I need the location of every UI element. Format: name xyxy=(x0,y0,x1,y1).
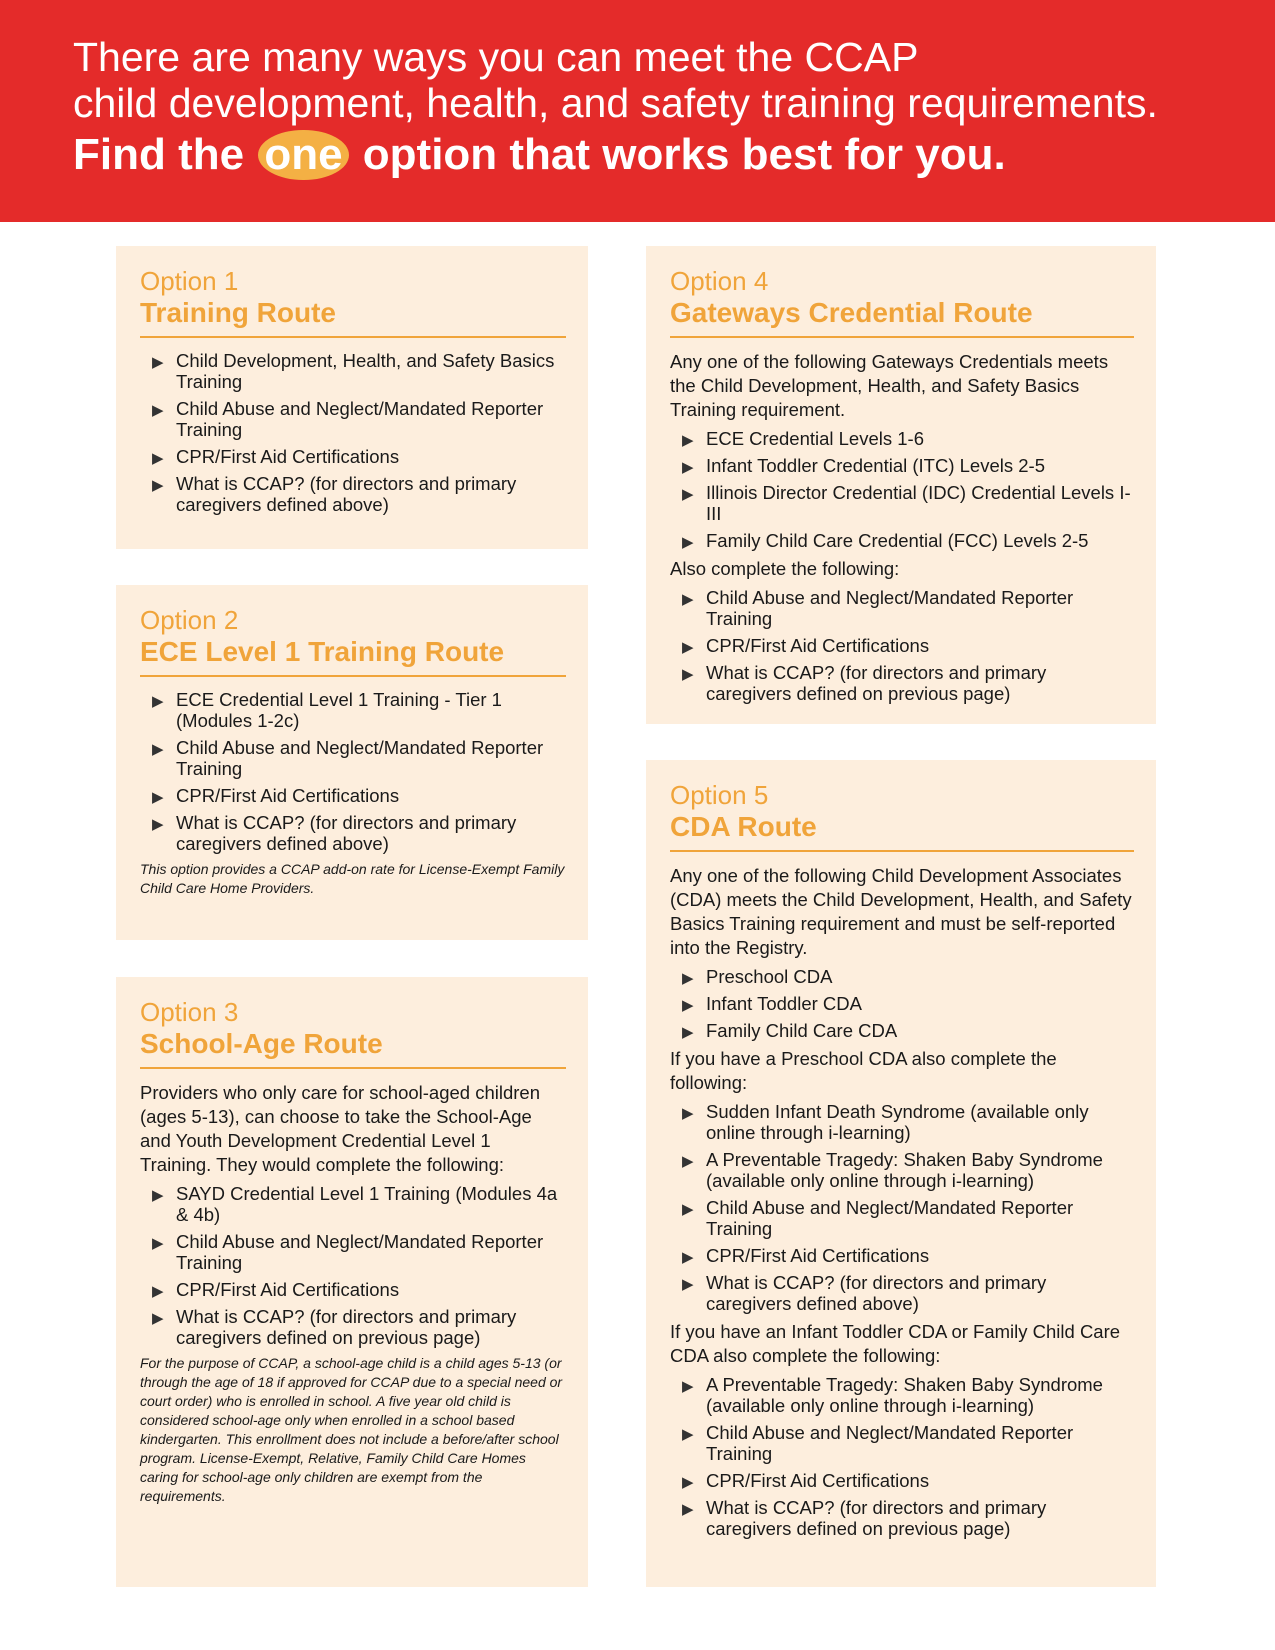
list-item: ▶ Sudden Infant Death Syndrome (available only online through i-learning) xyxy=(682,1101,1089,1143)
triangle-right-icon: ▶ xyxy=(152,741,164,758)
list-item: ▶ ECE Credential Level 1 Training - Tier 1 (Modules 1-2c) xyxy=(152,689,502,731)
preschool-requirement-list xyxy=(670,1101,1134,1314)
triangle-right-icon: ▶ xyxy=(682,591,694,608)
list-item: ▶ Infant Toddler Credential (ITC) Levels 2-5 xyxy=(682,455,1045,476)
triangle-right-icon: ▶ xyxy=(682,997,694,1014)
requirement-list xyxy=(140,689,566,854)
list-item: ▶ Infant Toddler CDA xyxy=(682,993,862,1014)
option-title: Training Route xyxy=(140,297,336,328)
option-title: ECE Level 1 Training Route xyxy=(140,636,505,667)
list-item: ▶ CPR/First Aid Certifications xyxy=(682,1245,930,1266)
option-intro: Providers who only care for school-aged children (ages 5-13), can choose to take the School-Age and Youth Development Credential Level 1 Training. They would complete the following: xyxy=(140,1082,541,1175)
divider xyxy=(670,336,1134,338)
triangle-right-icon: ▶ xyxy=(682,666,694,683)
triangle-right-icon: ▶ xyxy=(682,1474,694,1491)
option-title: School-Age Route xyxy=(140,1028,383,1059)
option-4-card xyxy=(646,246,1156,724)
option-title: CDA Route xyxy=(670,811,817,842)
divider xyxy=(140,336,566,338)
list-item: ▶ What is CCAP? (for directors and primary caregivers defined above) xyxy=(682,1272,1047,1314)
triangle-right-icon: ▶ xyxy=(682,1378,694,1395)
divider xyxy=(140,1067,566,1069)
triangle-right-icon: ▶ xyxy=(682,639,694,656)
triangle-right-icon: ▶ xyxy=(682,1501,694,1518)
triangle-right-icon: ▶ xyxy=(682,970,694,987)
list-item: ▶ Child Abuse and Neglect/Mandated Reporter Training xyxy=(682,587,1074,629)
tagline-highlight: one xyxy=(258,130,348,180)
option-number: Option 1 xyxy=(140,266,239,296)
option-5-card xyxy=(646,760,1156,1587)
option-note: For the purpose of CCAP, a school-age child is a child ages 5-13 (or through the age of 18 if approved for CCAP due to a special need or court order) who is enrolled in school. A five year old child is considered school-age only when enrolled in a school based kindergarten. This enrollment does not include a before/after school program. License-Exempt, Relative, Family Child Care Homes caring for school-age only children are exempt from the requirements. xyxy=(140,1355,563,1504)
list-item: ▶ What is CCAP? (for directors and primary caregivers defined above) xyxy=(152,812,517,854)
list-item: ▶ CPR/First Aid Certifications xyxy=(152,446,400,467)
option-intro: Any one of the following Child Development Associates (CDA) meets the Child Development, Health, and Safety Basics Training requirement and must be self-reported into the Registry. xyxy=(670,865,1132,958)
list-item: ▶ Child Development, Health, and Safety Basics Training xyxy=(152,350,555,392)
list-item: ▶ CPR/First Aid Certifications xyxy=(152,785,400,806)
requirement-list xyxy=(140,1183,566,1348)
list-item: ▶ What is CCAP? (for directors and primary caregivers defined above) xyxy=(152,473,517,515)
triangle-right-icon: ▶ xyxy=(682,1153,694,1170)
list-item: ▶ SAYD Credential Level 1 Training (Modules 4a & 4b) xyxy=(152,1183,558,1225)
triangle-right-icon: ▶ xyxy=(682,432,694,449)
triangle-right-icon: ▶ xyxy=(682,1201,694,1218)
option-3-card xyxy=(116,977,588,1587)
option-2-card xyxy=(116,585,588,940)
header-line-2: child development, health, and safety training requirements. xyxy=(73,80,1158,126)
triangle-right-icon: ▶ xyxy=(682,1426,694,1443)
triangle-right-icon: ▶ xyxy=(152,693,164,710)
option-number: Option 4 xyxy=(670,266,769,296)
triangle-right-icon: ▶ xyxy=(152,1283,164,1300)
option-number: Option 2 xyxy=(140,605,239,635)
triangle-right-icon: ▶ xyxy=(152,1235,164,1252)
option-number: Option 5 xyxy=(670,780,769,810)
triangle-right-icon: ▶ xyxy=(152,816,164,833)
list-item: ▶ Child Abuse and Neglect/Mandated Reporter Training xyxy=(152,1231,544,1273)
list-item: ▶ CPR/First Aid Certifications xyxy=(682,1470,930,1491)
sub-heading: If you have an Infant Toddler CDA or Family Child Care CDA also complete the following: xyxy=(670,1321,1121,1366)
list-item: ▶ Illinois Director Credential (IDC) Credential Levels I-III xyxy=(682,482,1131,524)
list-item: ▶ A Preventable Tragedy: Shaken Baby Syndrome (available only online through i-learning) xyxy=(682,1374,1103,1416)
triangle-right-icon: ▶ xyxy=(152,789,164,806)
list-item: ▶ Child Abuse and Neglect/Mandated Reporter Training xyxy=(682,1197,1074,1239)
option-intro: Any one of the following Gateways Credentials meets the Child Development, Health, and Safety Basics Training requirement. xyxy=(670,351,1109,420)
option-number: Option 3 xyxy=(140,997,239,1027)
triangle-right-icon: ▶ xyxy=(682,1276,694,1293)
list-item: ▶ CPR/First Aid Certifications xyxy=(152,1279,400,1300)
list-item: ▶ Preschool CDA xyxy=(682,966,833,987)
requirement-list xyxy=(140,350,566,515)
header-tagline xyxy=(73,130,1006,180)
list-item: ▶ Child Abuse and Neglect/Mandated Reporter Training xyxy=(152,737,544,779)
triangle-right-icon: ▶ xyxy=(682,459,694,476)
triangle-right-icon: ▶ xyxy=(682,1249,694,1266)
triangle-right-icon: ▶ xyxy=(152,1187,164,1204)
triangle-right-icon: ▶ xyxy=(152,450,164,467)
list-item: ▶ What is CCAP? (for directors and primary caregivers defined on previous page) xyxy=(682,1497,1047,1539)
triangle-right-icon: ▶ xyxy=(152,354,164,371)
triangle-right-icon: ▶ xyxy=(152,477,164,494)
triangle-right-icon: ▶ xyxy=(682,1105,694,1122)
list-item: ▶ What is CCAP? (for directors and primary caregivers defined on previous page) xyxy=(152,1306,517,1348)
list-item: ▶ Child Abuse and Neglect/Mandated Reporter Training xyxy=(682,1422,1074,1464)
list-item: ▶ Child Abuse and Neglect/Mandated Reporter Training xyxy=(152,398,544,440)
triangle-right-icon: ▶ xyxy=(682,486,694,503)
triangle-right-icon: ▶ xyxy=(682,1024,694,1041)
list-item: ▶ Family Child Care Credential (FCC) Levels 2-5 xyxy=(682,530,1089,551)
option-note: This option provides a CCAP add-on rate for License-Exempt Family Child Care Home Providers. xyxy=(140,861,565,896)
triangle-right-icon: ▶ xyxy=(152,402,164,419)
credential-list xyxy=(670,428,1134,551)
cda-list xyxy=(670,966,1134,1041)
tagline-post: option that works best for you. xyxy=(362,130,1006,179)
list-item: ▶ ECE Credential Levels 1-6 xyxy=(682,428,924,449)
infant-toddler-requirement-list xyxy=(670,1374,1134,1539)
header-line-1: There are many ways you can meet the CCAP xyxy=(73,34,919,80)
tagline-pre: Find the xyxy=(73,130,245,179)
divider xyxy=(670,850,1134,852)
triangle-right-icon: ▶ xyxy=(152,1310,164,1327)
sub-heading: Also complete the following: xyxy=(670,558,900,579)
option-title: Gateways Credential Route xyxy=(670,297,1033,328)
triangle-right-icon: ▶ xyxy=(682,534,694,551)
list-item: ▶ A Preventable Tragedy: Shaken Baby Syndrome (available only online through i-learning) xyxy=(682,1149,1103,1191)
option-1-card xyxy=(116,246,588,549)
list-item: ▶ What is CCAP? (for directors and primary caregivers defined on previous page) xyxy=(682,662,1047,704)
divider xyxy=(140,675,566,677)
sub-heading: If you have a Preschool CDA also complete the following: xyxy=(670,1048,1057,1093)
requirement-list xyxy=(670,587,1134,704)
list-item: ▶ Family Child Care CDA xyxy=(682,1020,898,1041)
list-item: ▶ CPR/First Aid Certifications xyxy=(682,635,930,656)
header-banner xyxy=(0,0,1275,222)
